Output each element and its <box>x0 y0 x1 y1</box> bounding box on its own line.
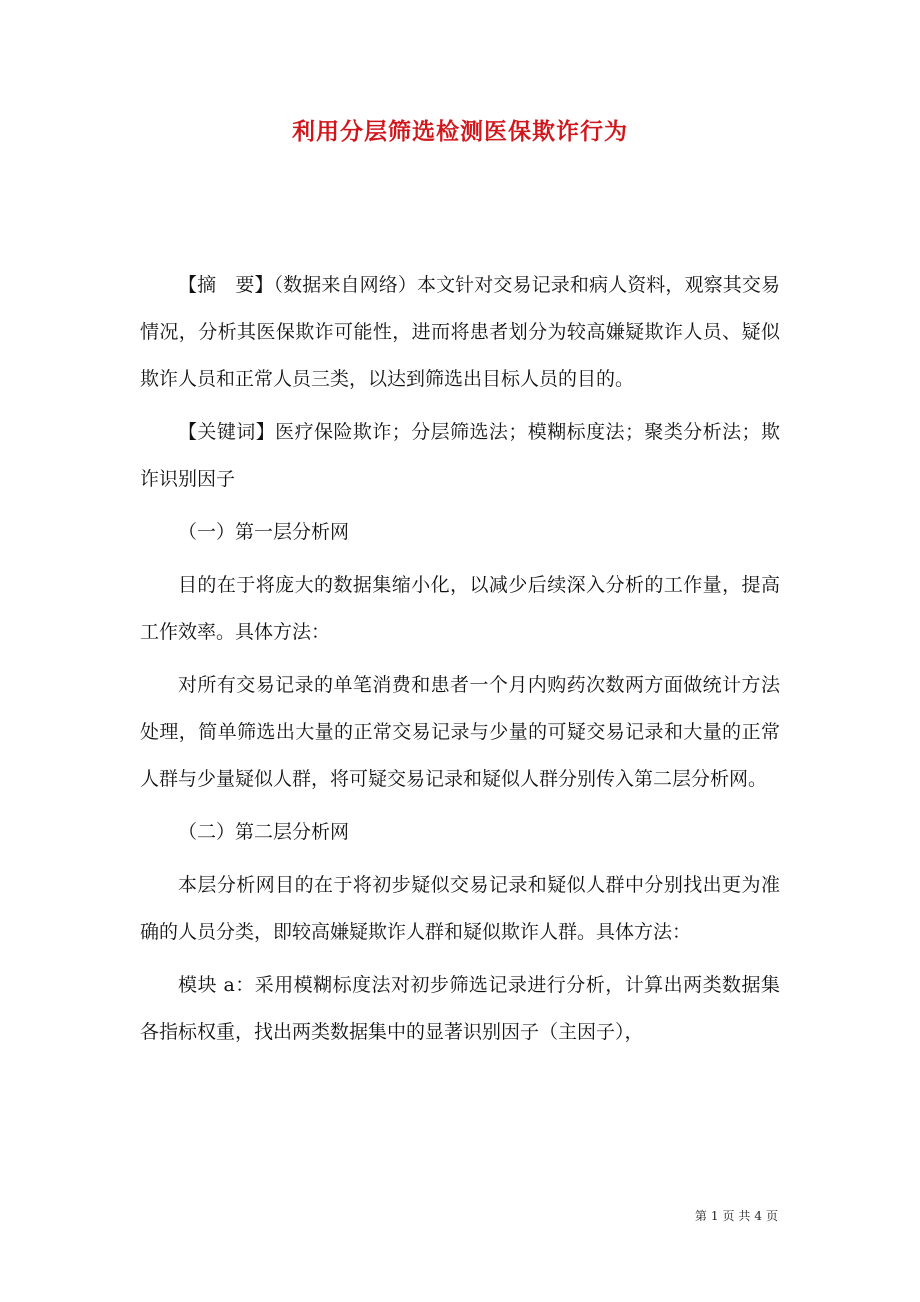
page-total: 4 <box>754 1209 762 1223</box>
section-heading-2: （二）第二层分析网 <box>178 821 350 843</box>
body-paragraph: 模块 a：采用模糊标度法对初步筛选记录进行分析，计算出两类数据集各指标权重，找出两类数据集中的显著识别因子（主因子）， <box>140 974 780 1043</box>
page-middle: 页 共 <box>722 1209 751 1223</box>
abstract-paragraph: 【摘 要】（数据来自网络）本文针对交易记录和病人资料，观察其交易情况，分析其医保欺诈可能性，进而将患者划分为较高嫌疑欺诈人员、疑似欺诈人员和正常人员三类，以达到筛选出目标人员的目的。 <box>140 274 780 390</box>
keywords-paragraph: 【关键词】医疗保险欺诈；分层筛选法；模糊标度法；聚类分析法；欺诈识别因子 <box>140 421 780 490</box>
page-footer <box>693 1208 780 1224</box>
body-paragraph: 本层分析网目的在于将初步疑似交易记录和疑似人群中分别找出更为准确的人员分类，即较高嫌疑欺诈人群和疑似欺诈人群。具体方法： <box>140 874 780 943</box>
document-title: 利用分层筛选检测医保欺诈行为 <box>292 118 628 145</box>
page-suffix: 页 <box>765 1209 778 1223</box>
section-heading-1: （一）第一层分析网 <box>178 521 350 543</box>
page-number: 1 <box>710 1209 719 1223</box>
body-paragraph: 对所有交易记录的单笔消费和患者一个月内购药次数两方面做统计方法处理，简单筛选出大量的正常交易记录与少量的可疑交易记录和大量的正常人群与少量疑似人群，将可疑交易记录和疑似人群分别传入第二层分析网。 <box>140 674 780 790</box>
document-body <box>140 262 780 1062</box>
body-paragraph: 目的在于将庞大的数据集缩小化，以减少后续深入分析的工作量，提高工作效率。具体方法： <box>140 574 780 643</box>
page-prefix: 第 <box>694 1209 707 1223</box>
